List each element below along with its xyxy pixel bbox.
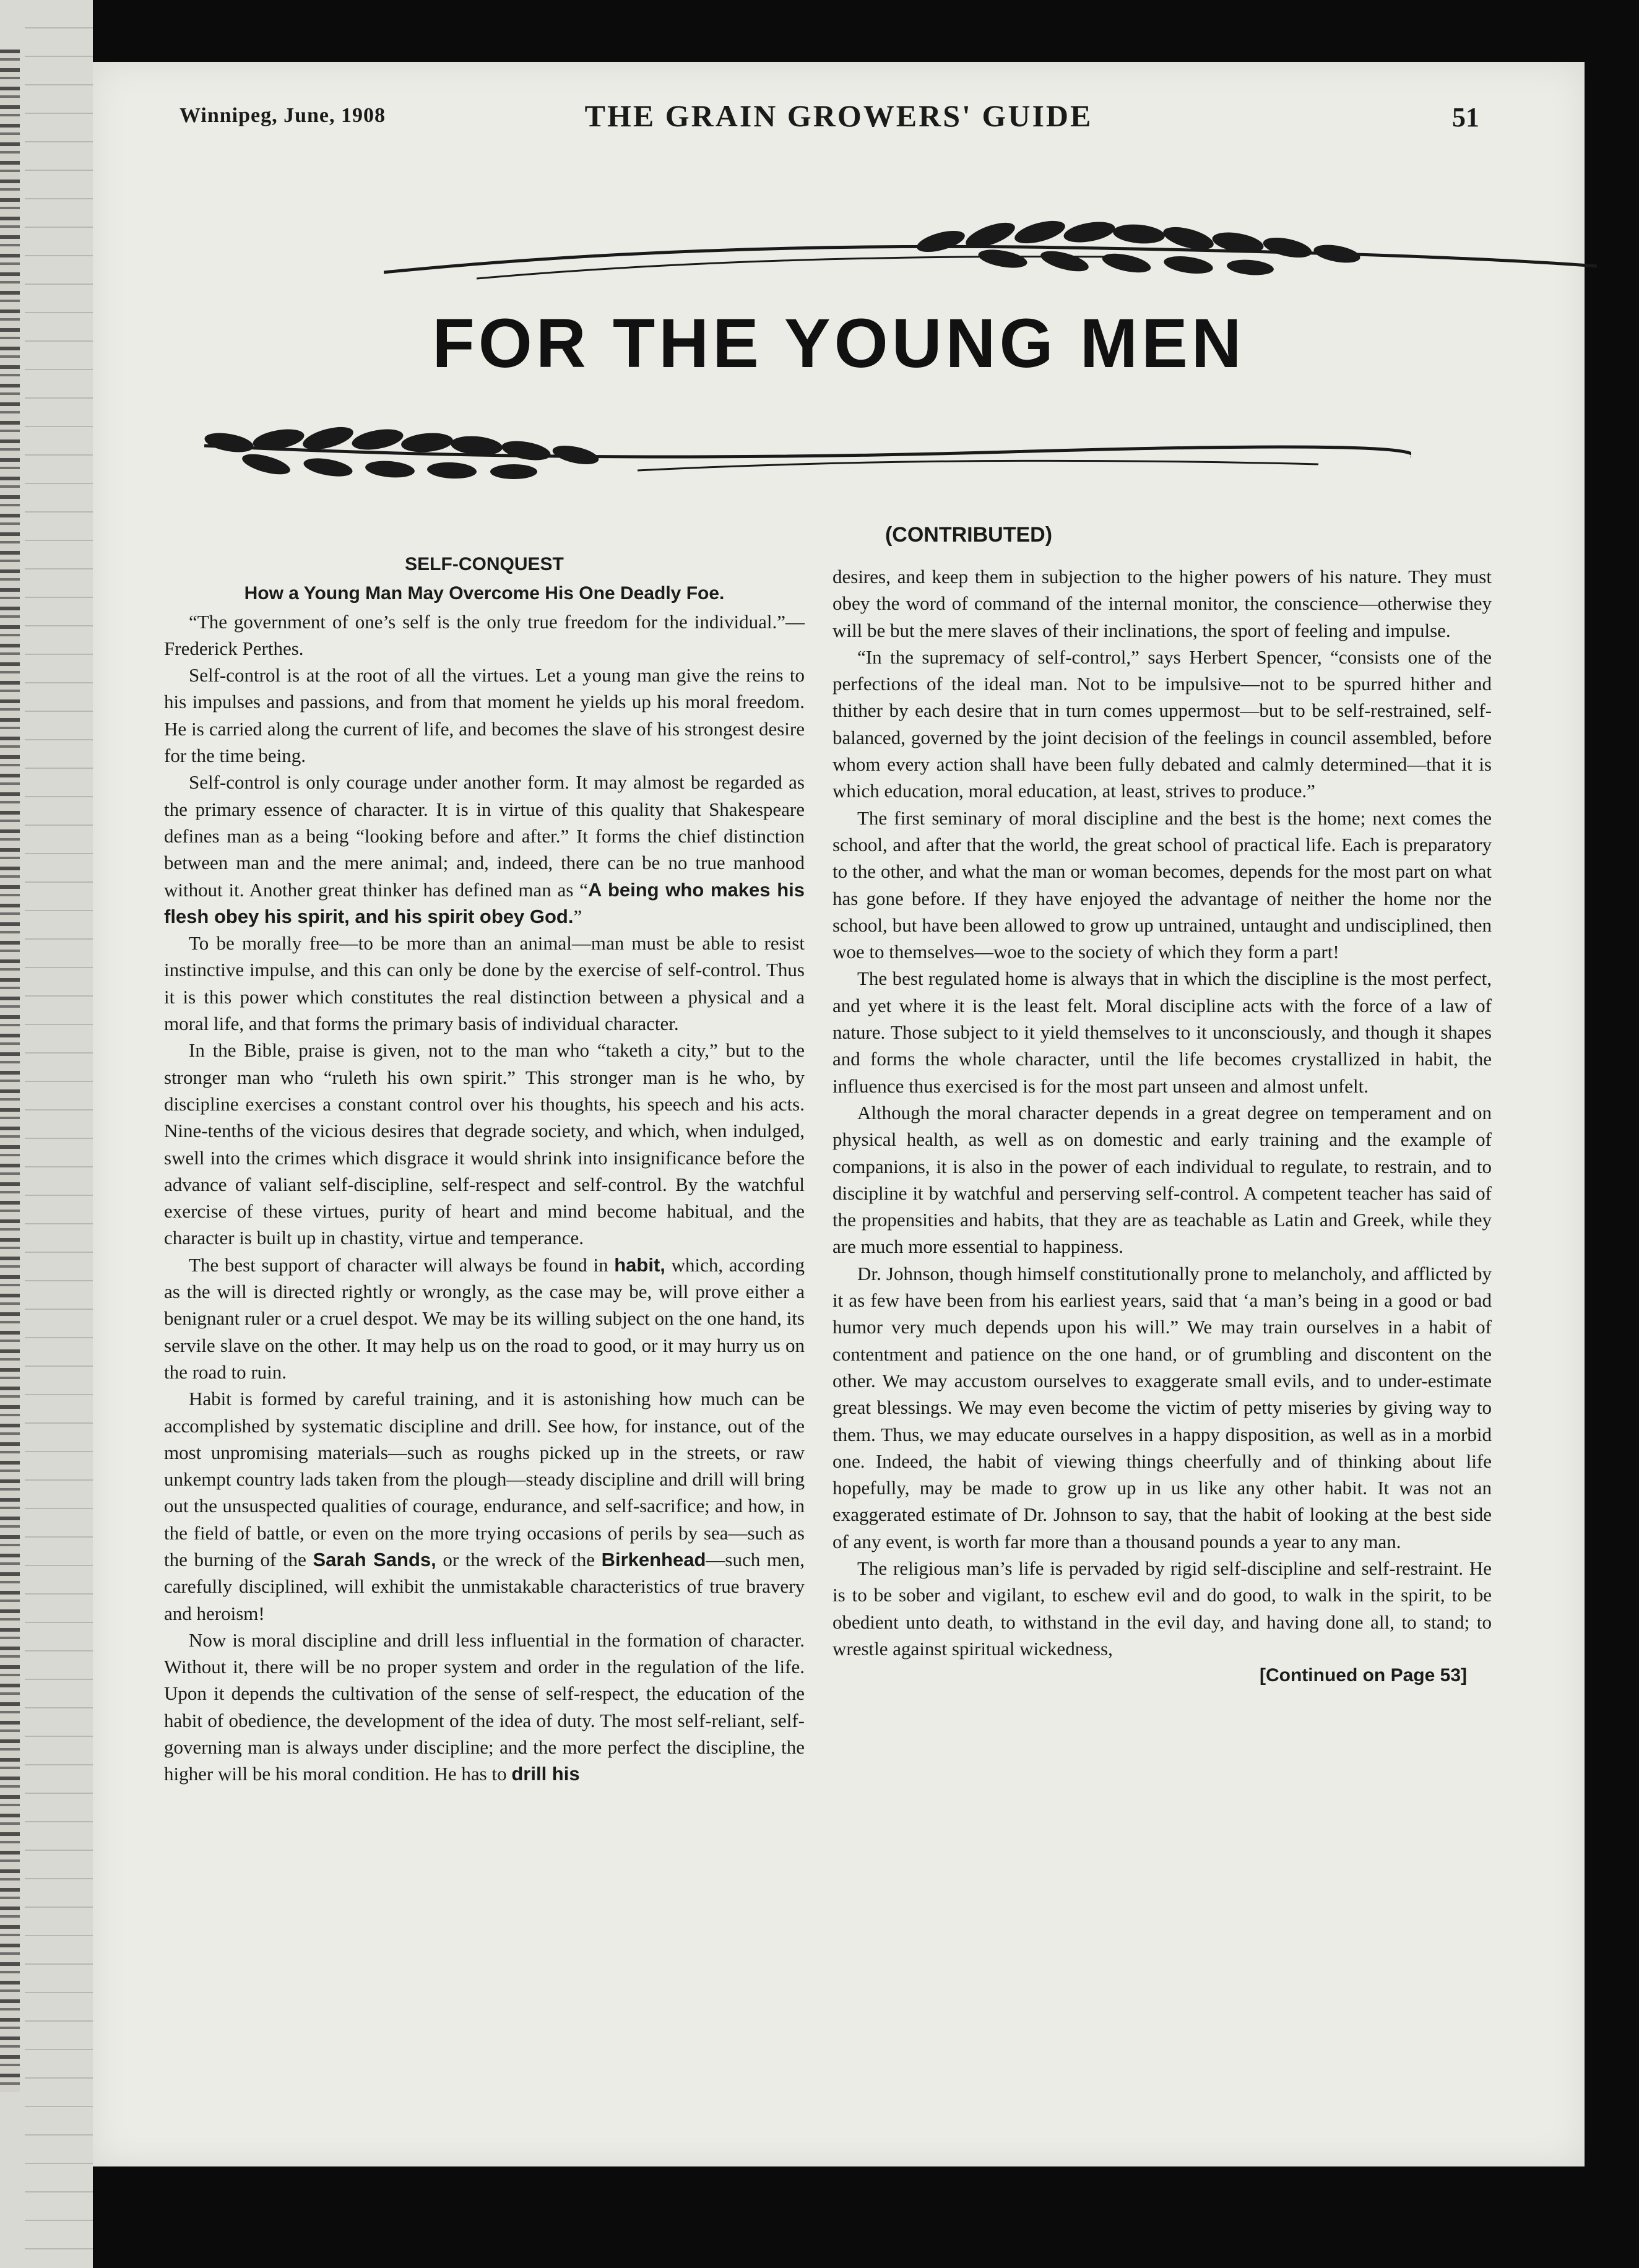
emphasis: habit, [614, 1253, 665, 1276]
paragraph: The best regulated home is always that in which the discipline is the most perfect, and yet where it is the least felt. Moral discipline acts with the force of a law of nature. Those subject to it yield themselves to it unconsciously, and though it shapes and forms the whole character, until the life becomes crystallized in habit, the influence thus exercised is for the most part unseen and almost unfelt. [832, 967, 1492, 1097]
section-title: FOR THE YOUNG MEN [432, 305, 1245, 382]
paragraph: The best support of character will always be found in habit, which, according as the will is directed rightly or wrongly, as the case may be, will prove either a benignant ruler or a cruel despot. We may be its willing subject on the one hand, its servile slave on the other. It may help us on the road to good, or it may hurry us on the road to ruin. [164, 1253, 805, 1383]
emphasis: A being who makes his flesh obey his spirit, and his spirit obey God. [164, 878, 805, 927]
paragraph: The religious man’s life is pervaded by rigid self-discipline and self-restraint. He is to be sober and vigilant, to eschew evil and do good, to walk in the spirit, to be obedient unto death, to withstand in the evil day, and having done all, to stand; to wrestle against spiritual wickedness, [832, 1557, 1492, 1660]
byline: (CONTRIBUTED) [884, 523, 1053, 547]
ship-name: Sarah Sands, [313, 1548, 436, 1570]
article-column-left [164, 551, 805, 1788]
paragraph: The first seminary of moral discipline and the best is the home; next comes the school, and after that the world, the great school of practical life. Each is preparatory to the other, and what the man or woman becomes, depends for the most part on what has gone before. If they have enjoyed the advantage of neither the home nor the school, but have been allowed to grow up untrained, untaught and undisciplined, then woe to themselves—woe to the society of which they form a part! [832, 807, 1492, 963]
article-heading: SELF-CONQUEST [405, 554, 564, 574]
paragraph: In the Bible, praise is given, not to the man who “taketh a city,” but to the stronger man who “ruleth his own spirit.” This stronger man is he who, by discipline exercises a constant control over his thoughts, his speech and his acts. Nine-tenths of the vicious desires that degrade society, and which, when indulged, swell into the crimes which disgrace it would shrink into insignificance before the advance of valiant self-discipline, self-respect and self-control. By the watchful exercise of these virtues, purity of heart and mind become habitual, and the character is built up in chastity, virtue and temperance. [164, 1039, 805, 1249]
adjacent-page-edge [0, 0, 93, 2268]
paragraph: “In the supremacy of self-control,” says Herbert Spencer, “consists one of the perfections of the ideal man. Not to be impulsive—not to be spurred hither and thither by each desire that in turn comes uppermost—but to be self-restrained, self-balanced, governed by the joint decision of the feelings in council assembled, before whom every action shall have been fully debated and calmly determined—that it is which education, moral education, at least, strives to produce.” [832, 646, 1492, 802]
ship-name: Birkenhead [601, 1548, 706, 1570]
epigraph: “The government of one’s self is the only true freedom for the individual.”—Frederick Perthes. [164, 610, 805, 659]
paragraph: To be morally free—to be more than an animal—man must be able to resist instinctive impulse, and this can only be done by the exercise of self-control. Thus it is this power which constitutes the real distinction between a physical and a moral life, and that forms the primary basis of individual character. [164, 932, 805, 1035]
continuation-note: [Continued on Page 53] [1259, 1665, 1467, 1686]
paragraph: desires, and keep them in subjection to the higher powers of his nature. They must obey the word of command of the internal monitor, the conscience—otherwise they will be but the mere slaves of their inclinations, the sport of feeling and impulse. [832, 566, 1492, 641]
page-number: 51 [1452, 102, 1479, 132]
wheat-ornament-bottom-icon [204, 409, 1411, 501]
paragraph: Dr. Johnson, though himself constitutionally prone to melancholy, and afflicted by it as few have been from his earliest years, said that ‘a man’s being in a good or bad humor very much depends upon his will.” We may train ourselves in a habit of contentment and patience on the one hand, or of grumbling and discontent on the other. We may accustom ourselves to exaggerate small evils, and to under-estimate great blessings. We may even become the victim of petty miseries by giving way to them. Thus, we may educate ourselves in a happy disposition, as well as in a morbid one. Indeed, the habit of viewing things cheerfully and of thinking about life hopefully, may be made to grow up in us like any other habit. It was not an exaggerated estimate of Dr. Johnson to say, that the habit of looking at the best side of any event, is worth far more than a thousand pounds a year to any man. [832, 1262, 1492, 1552]
paragraph: Although the moral character depends in a great degree on temperament and on physical health, as well as on domestic and early training and the example of companions, it is also in the power of each individual to regulate, to restrain, and to discipline it by watchful and perserving self-control. A competent teacher has said of the propensities and habits, that they are as teachable as Latin and Greek, while they are much more essential to happiness. [832, 1101, 1492, 1258]
journal-name: THE GRAIN GROWERS' GUIDE [584, 98, 1093, 133]
emphasis: drill his [511, 1763, 580, 1785]
article-subheading: How a Young Man May Overcome His One Deadly Foe. [244, 583, 725, 604]
decorative-border [0, 50, 20, 2092]
newspaper-page [93, 62, 1585, 2166]
paragraph: Habit is formed by careful training, and it is astonishing how much can be accomplished by systematic discipline and drill. See how, for instance, out of the most unpromising materials—such as roughs picked up in the streets, or raw unkempt country lads taken from the plough—steady discipline and drill will bring out the unsuspected qualities of courage, endurance, and self-sacrifice; and how, in the field of battle, or even on the more trying occasions of perils by sea—such as the burning of the Sarah Sands, or the wreck of the Birkenhead—such men, carefully disciplined, will exhibit the unmistakable characteristics of true bravery and heroism! [164, 1388, 805, 1624]
running-header [93, 93, 1585, 142]
wheat-ornament-top-icon [384, 204, 1597, 291]
paragraph: Now is moral discipline and drill less influential in the formation of character. Without it, there will be no proper system and order in the regulation of the life. Upon it depends the cultivation of the sense of self-respect, the education of the habit of obedience, the development of the idea of duty. The most self-reliant, self-governing man is always under discipline; and the more perfect the discipline, the higher will be his moral condition. He has to drill his [164, 1629, 805, 1785]
issue-date: Winnipeg, June, 1908 [179, 104, 386, 127]
paragraph: Self-control is at the root of all the virtues. Let a young man give the reins to his impulses and passions, and from that moment he yields up his moral freedom. He is carried along the current of life, and becomes the slave of his strongest desire for the time being. [164, 664, 805, 767]
ruled-lines [25, 0, 93, 2268]
article-column-right [832, 563, 1492, 1689]
paragraph: Self-control is only courage under another form. It may almost be regarded as the primary essence of character. It is in virtue of this quality that Shakespeare defines man as a being “looking before and after.” It forms the chief distinction between man and the mere animal; and, indeed, there can be no true manhood without it. Another great thinker has defined man as “A being who makes his flesh obey his spirit, and his spirit obey God.” [164, 771, 805, 927]
